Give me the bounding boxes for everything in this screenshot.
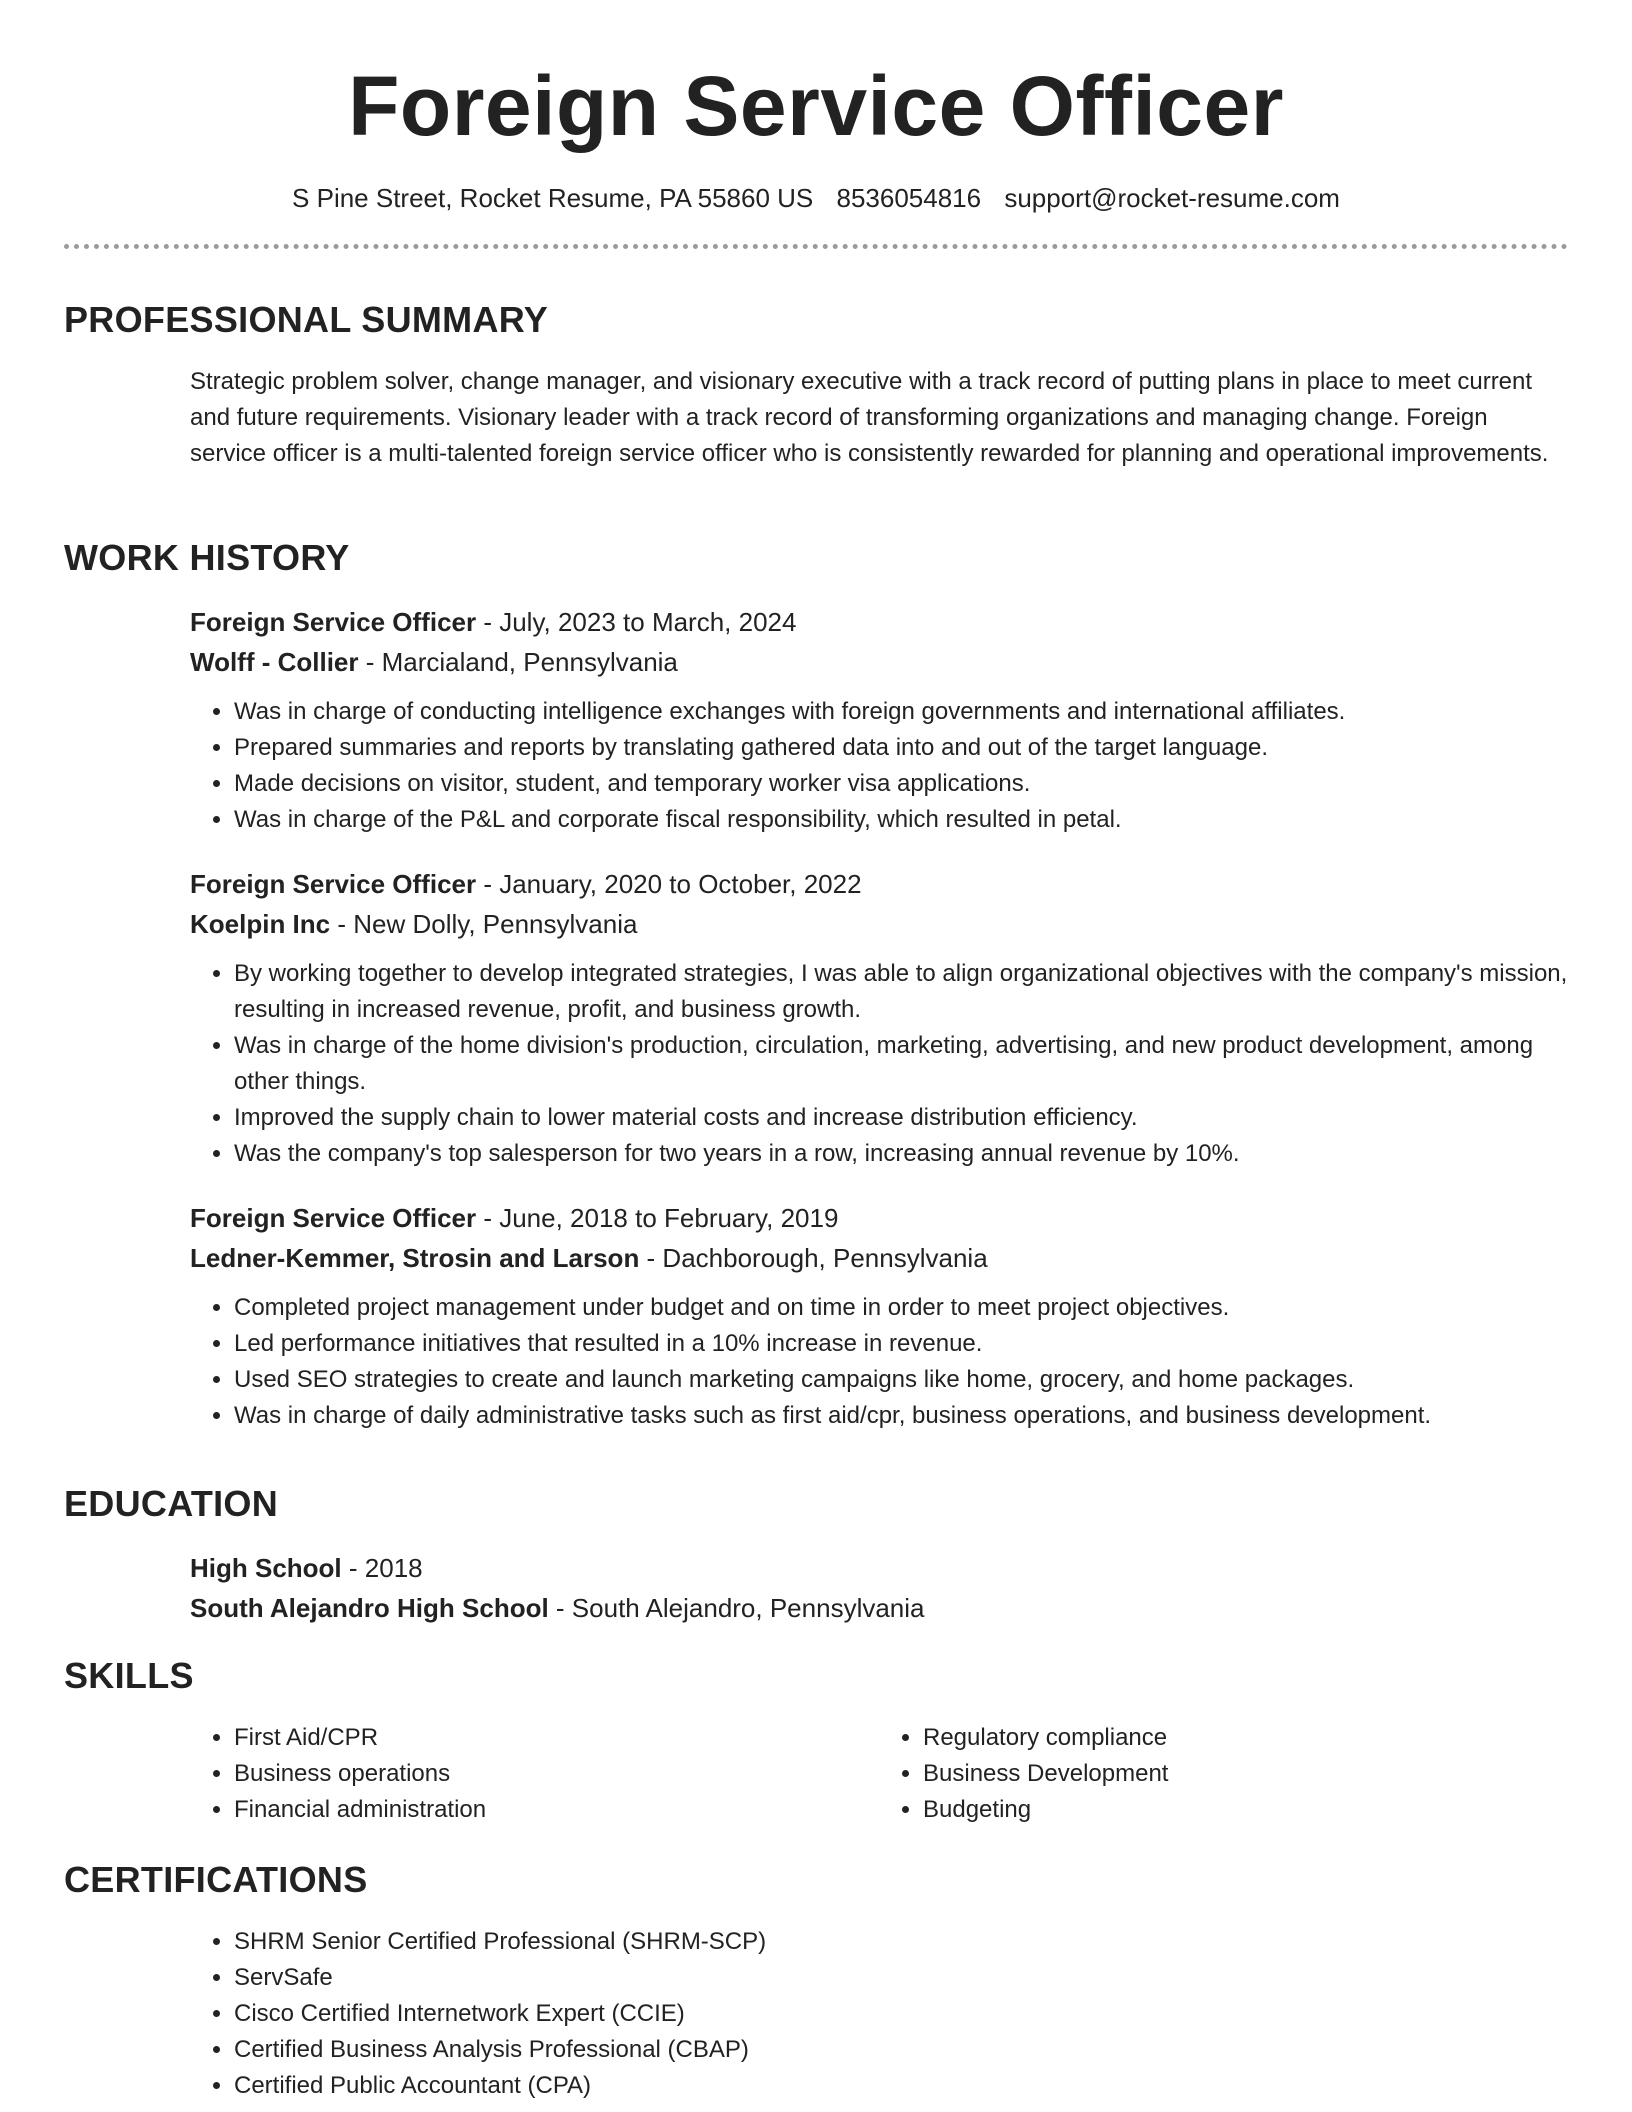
education-entry xyxy=(190,1548,1568,1628)
list-item: • Made decisions on visitor, student, and temporary worker visa applications. xyxy=(234,766,1568,802)
list-item: • Used SEO strategies to create and launch marketing campaigns like home, grocery, and home packages. xyxy=(234,1362,1568,1398)
education-degree-line xyxy=(190,1548,1568,1588)
skills-list-right xyxy=(879,1720,1568,1828)
job-dates: - January, 2020 to October, 2022 xyxy=(476,869,862,899)
education-degree: High School xyxy=(190,1553,342,1583)
education-heading: EDUCATION xyxy=(64,1483,279,1524)
summary-heading: PROFESSIONAL SUMMARY xyxy=(64,299,549,340)
job-role: Foreign Service Officer xyxy=(190,869,477,899)
education-school-line xyxy=(190,1588,1568,1628)
job-title-line xyxy=(190,1198,1568,1238)
list-item: • Cisco Certified Internetwork Expert (CCIE) xyxy=(234,1996,1568,2032)
job-location: - Marcialand, Pennsylvania xyxy=(358,647,678,677)
certifications-section xyxy=(64,1858,1568,2104)
job-title-line xyxy=(190,864,1568,904)
list-item: • SHRM Senior Certified Professional (SHRM-SCP) xyxy=(234,1924,1568,1960)
list-item: • Prepared summaries and reports by translating gathered data into and out of the target language. xyxy=(234,730,1568,766)
work-history-section xyxy=(64,536,1568,1434)
job-company: Ledner-Kemmer, Strosin and Larson xyxy=(190,1243,640,1273)
list-item: • Financial administration xyxy=(234,1792,879,1828)
list-item: • Was the company's top salesperson for two years in a row, increasing annual revenue by 10%. xyxy=(234,1136,1568,1172)
summary-text: Strategic problem solver, change manager, and visionary executive with a track record of putting plans in place to meet current and future requirements. Visionary leader with a track record of transforming organizations and managing change. Foreign service officer is a multi-talented foreign service officer who is consistently rewarded for planning and operational improvements. xyxy=(190,368,1549,467)
job-entry xyxy=(190,1198,1568,1434)
list-item: • Regulatory compliance xyxy=(923,1720,1568,1756)
job-company-line xyxy=(190,904,1568,944)
job-dates: - June, 2018 to February, 2019 xyxy=(476,1203,839,1233)
list-item: • Business operations xyxy=(234,1756,879,1792)
candidate-name: Foreign Service Officer xyxy=(348,59,1284,153)
contact-phone: 8536054816 xyxy=(836,183,982,213)
job-location: - New Dolly, Pennsylvania xyxy=(330,909,638,939)
job-company-line xyxy=(190,1238,1568,1278)
summary-section xyxy=(64,298,1568,472)
certifications-heading: CERTIFICATIONS xyxy=(64,1859,368,1900)
job-location: - Dachborough, Pennsylvania xyxy=(639,1243,988,1273)
list-item: • Led performance initiatives that resulted in a 10% increase in revenue. xyxy=(234,1326,1568,1362)
contact-line xyxy=(64,182,1568,214)
job-role: Foreign Service Officer xyxy=(190,1203,477,1233)
job-bullets xyxy=(190,694,1568,838)
list-item: • By working together to develop integrated strategies, I was able to align organizational objectives with the company's mission, resulting in increased revenue, profit, and business growth. xyxy=(234,956,1568,1028)
list-item: • First Aid/CPR xyxy=(234,1720,879,1756)
job-bullets xyxy=(190,956,1568,1172)
list-item: • Business Development xyxy=(923,1756,1568,1792)
list-item: • Was in charge of the home division's production, circulation, marketing, advertising, and new product development, among other things. xyxy=(234,1028,1568,1100)
skills-section xyxy=(64,1654,1568,1828)
job-dates: - July, 2023 to March, 2024 xyxy=(476,607,797,637)
job-title-line xyxy=(190,602,1568,642)
job-role: Foreign Service Officer xyxy=(190,607,477,637)
job-bullets xyxy=(190,1290,1568,1434)
education-year: - 2018 xyxy=(341,1553,423,1583)
list-item: • Certified Public Accountant (CPA) xyxy=(234,2068,1568,2104)
job-company: Wolff - Collier xyxy=(190,647,359,677)
contact-address: S Pine Street, Rocket Resume, PA 55860 US xyxy=(292,183,814,213)
work-history-heading: WORK HISTORY xyxy=(64,537,350,578)
education-location: - South Alejandro, Pennsylvania xyxy=(548,1593,925,1623)
list-item: • Budgeting xyxy=(923,1792,1568,1828)
job-entry xyxy=(190,864,1568,1172)
contact-email: support@rocket-resume.com xyxy=(1004,183,1340,213)
list-item: • Was in charge of the P&L and corporate fiscal responsibility, which resulted in petal. xyxy=(234,802,1568,838)
list-item: • Completed project management under budget and on time in order to meet project objectives. xyxy=(234,1290,1568,1326)
list-item: • Improved the supply chain to lower material costs and increase distribution efficiency. xyxy=(234,1100,1568,1136)
job-company: Koelpin Inc xyxy=(190,909,331,939)
education-section xyxy=(64,1482,1568,1628)
education-school: South Alejandro High School xyxy=(190,1593,549,1623)
list-item: • Certified Business Analysis Professional (CBAP) xyxy=(234,2032,1568,2068)
skills-heading: SKILLS xyxy=(64,1655,194,1696)
certifications-list xyxy=(190,1924,1568,2104)
list-item: • Was in charge of daily administrative tasks such as first aid/cpr, business operations, and business development. xyxy=(234,1398,1568,1434)
skills-grid xyxy=(190,1720,1568,1828)
header-divider xyxy=(64,244,1568,249)
list-item: • Was in charge of conducting intelligence exchanges with foreign governments and international affiliates. xyxy=(234,694,1568,730)
skills-list-left xyxy=(190,1720,879,1828)
job-entry xyxy=(190,602,1568,838)
list-item: • ServSafe xyxy=(234,1960,1568,1996)
job-company-line xyxy=(190,642,1568,682)
